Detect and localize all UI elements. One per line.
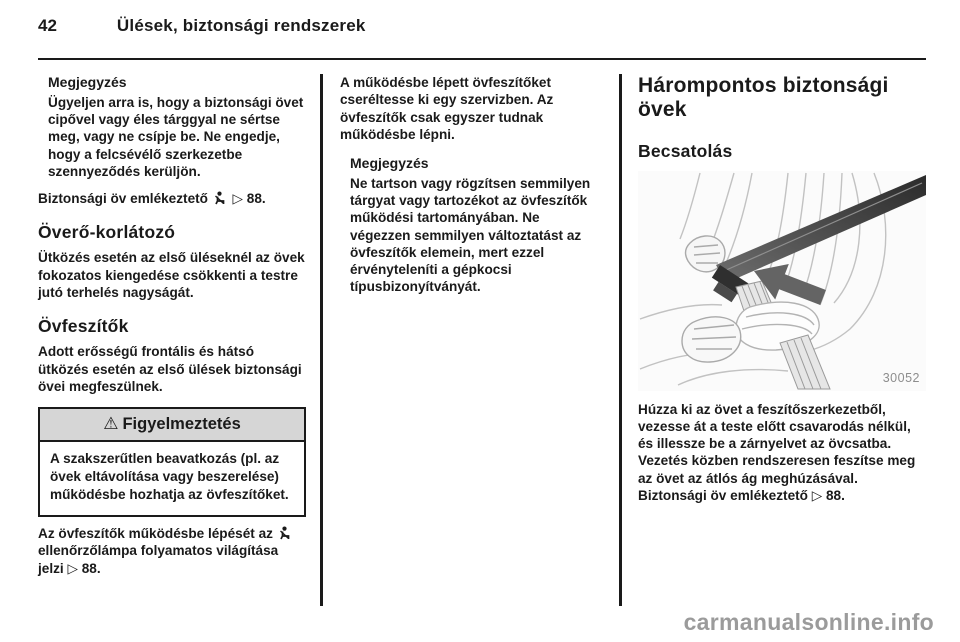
- note-block: [38, 74, 306, 180]
- warning-body: A szakszerűtlen beavatkozás (pl. az övek eltávolítása vagy beszerelése) működésbe hozhatja az övfeszítőket.: [50, 451, 289, 502]
- pretensioners-body: Adott erősségű frontális és hátsó ütközés esetén az első ülések biztonsági övei megfeszülnek.: [38, 344, 302, 394]
- page-header: [38, 16, 925, 36]
- page-reference: ▷ 88.: [232, 191, 266, 207]
- pretensioner-lamp-paragraph: [38, 525, 306, 577]
- seatbelt-illustration-drawing: [638, 171, 926, 391]
- warning-heading: Figyelmeztetés: [122, 415, 241, 434]
- fastening-instructions-text: Húzza ki az övet a feszítőszerkezetből, vezesse át a teste előtt csavarodás nélkül, és illessze be a zárnyelvet az övcsatba. Vezetés közben rendszeresen feszítse meg az övet az átlós ág meghúzásával. Biztonsági öv emlékeztető: [638, 401, 916, 503]
- note-body: Ügyeljen arra is, hogy a biztonsági övet cipővel vagy éles tárggyal ne sértse meg, vagy ne csípje be. Ne engedje, hogy a felcsévélő szerkezetbe szennyeződés kerüljön.: [48, 94, 304, 179]
- warning-header: [40, 409, 304, 442]
- warning-icon: ⚠: [103, 414, 119, 434]
- note-heading: Megjegyzés: [48, 74, 127, 90]
- fastening-instructions-paragraph: [638, 401, 926, 505]
- column-3: [638, 74, 926, 508]
- pretensioner-lamp-icon: [279, 526, 292, 540]
- seatbelt-reminder-icon: [214, 191, 227, 205]
- column-1: [38, 74, 306, 581]
- column-2: [340, 74, 602, 306]
- seatbelt-fastening-illustration: [638, 171, 926, 391]
- warning-box: [38, 407, 306, 517]
- service-replacement-paragraph: A működésbe lépett övfeszítőket cseréltesse ki egy szervizben. Az övfeszítők csak egyszer tudnak működésbe lépni.: [340, 75, 554, 142]
- page-reference: ▷ 88.: [67, 560, 101, 576]
- belt-reminder-reference: [38, 190, 306, 207]
- heading-pretensioners: Övfeszítők: [38, 316, 129, 337]
- header-rule: [38, 58, 926, 60]
- page-number: 42: [38, 16, 57, 35]
- belt-reminder-text: Biztonsági öv emlékeztető: [38, 191, 208, 207]
- column-divider: [619, 74, 622, 606]
- heading-three-point-belts: Hárompontos biztonsági övek: [638, 74, 889, 122]
- lamp-text-before: Az övfeszítők működésbe lépését az: [38, 526, 273, 542]
- force-limiter-body: Ütközés esetén az első üléseknél az övek fokozatos kiengedése csökkenti a testre jutó terhelés nagyságát.: [38, 250, 305, 300]
- figure-number: 30052: [882, 370, 920, 385]
- section-title: Ülések, biztonsági rendszerek: [116, 16, 366, 35]
- note-body: Ne tartson vagy rögzítsen semmilyen tárgyat vagy tartozékot az övfeszítők működési tartományában. Ne végezzen semmilyen változtatást az övfeszítők elemein, mert ezzel érvényteleníti a gépkocsi típusbizonyítványát.: [350, 175, 591, 295]
- column-divider: [320, 74, 323, 606]
- note-block: [340, 155, 602, 296]
- note-heading: Megjegyzés: [350, 155, 429, 171]
- heading-fastening: Becsatolás: [638, 141, 733, 162]
- heading-force-limiter: Överő-korlátozó: [38, 222, 176, 243]
- lamp-text-after: ellenőrzőlámpa folyamatos világítása jelzi: [38, 543, 279, 576]
- page-reference: ▷ 88.: [811, 487, 845, 503]
- watermark-text: carmanualsonline.info: [683, 609, 934, 635]
